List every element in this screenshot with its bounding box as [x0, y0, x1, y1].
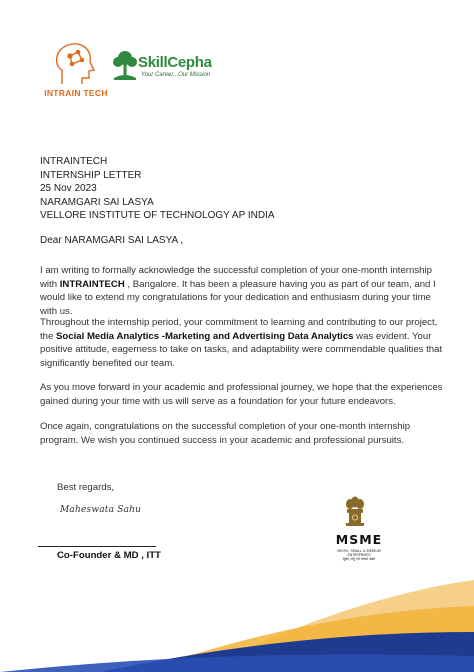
closing: Best regards,: [57, 482, 115, 493]
project-name: Social Media Analytics -Marketing and Advertising Data Analytics: [56, 330, 354, 342]
paragraph-future: As you move forward in your academic and professional journey, we hope that the experiences gained during your time with us will serve as a foundation for your future endeavors.: [40, 382, 443, 407]
header-line: INTERNSHIP LETTER: [40, 169, 142, 181]
header-line: NARAMGARI SAI LASYA: [40, 196, 154, 208]
signature: Maheswata Sahu: [60, 505, 142, 515]
signature-line: [38, 546, 156, 547]
company-name: INTRAINTECH: [59, 278, 125, 290]
intraintech-head-icon: [40, 40, 112, 90]
header-line: 25 Nov 2023: [40, 183, 97, 194]
paragraph-project: Throughout the internship period, your commitment to learning and contributing to our project, the Social Media Analytics -Marketing and Advertising Data Analytics was evident. Your positive attitude, eagerness to take on tasks, and adaptability were commendable qualities that significantly benefited our team.: [40, 317, 443, 369]
skillcepha-logo: [110, 48, 230, 84]
msme-subtitle: MICRO, SMALL & MEDIUM ENTERPRISES सूक्ष्म, लघु एवं मध्यम उद्यम: [337, 549, 381, 561]
intraintech-logo: [40, 40, 110, 100]
skillcepha-tagline: Your Career...Our Mission: [141, 72, 211, 78]
letter-header: [40, 155, 440, 223]
header-line: VELLORE INSTITUTE OF TECHNOLOGY AP INDIA: [40, 210, 275, 221]
skillcepha-name: SkillCepha: [138, 54, 212, 71]
tree-icon: [110, 48, 140, 82]
paragraph-congratulations: Once again, congratulations on the successful completion of your one-month internship program. We wish you continued success in your academic and professional pursuits.: [40, 421, 411, 446]
footer-wave-decoration: [0, 560, 474, 672]
paragraph-acknowledgement: I am writing to formally acknowledge the successful completion of your one-month internship with INTRAINTECH , Bangalore. It has been a pleasure having you as part of our team, and I would like to extend my congratulations for your dedication and enthusiasm during your time with us.: [40, 265, 436, 317]
msme-wordmark: MSME: [335, 532, 383, 547]
intraintech-logo-text: INTRAIN TECH: [44, 88, 108, 98]
national-emblem-icon: [342, 495, 368, 531]
salutation: Dear NARAMGARI SAI LASYA ,: [40, 235, 184, 246]
header-line: INTRAINTECH: [40, 156, 108, 167]
signatory-title: Co-Founder & MD , ITT: [57, 550, 161, 561]
